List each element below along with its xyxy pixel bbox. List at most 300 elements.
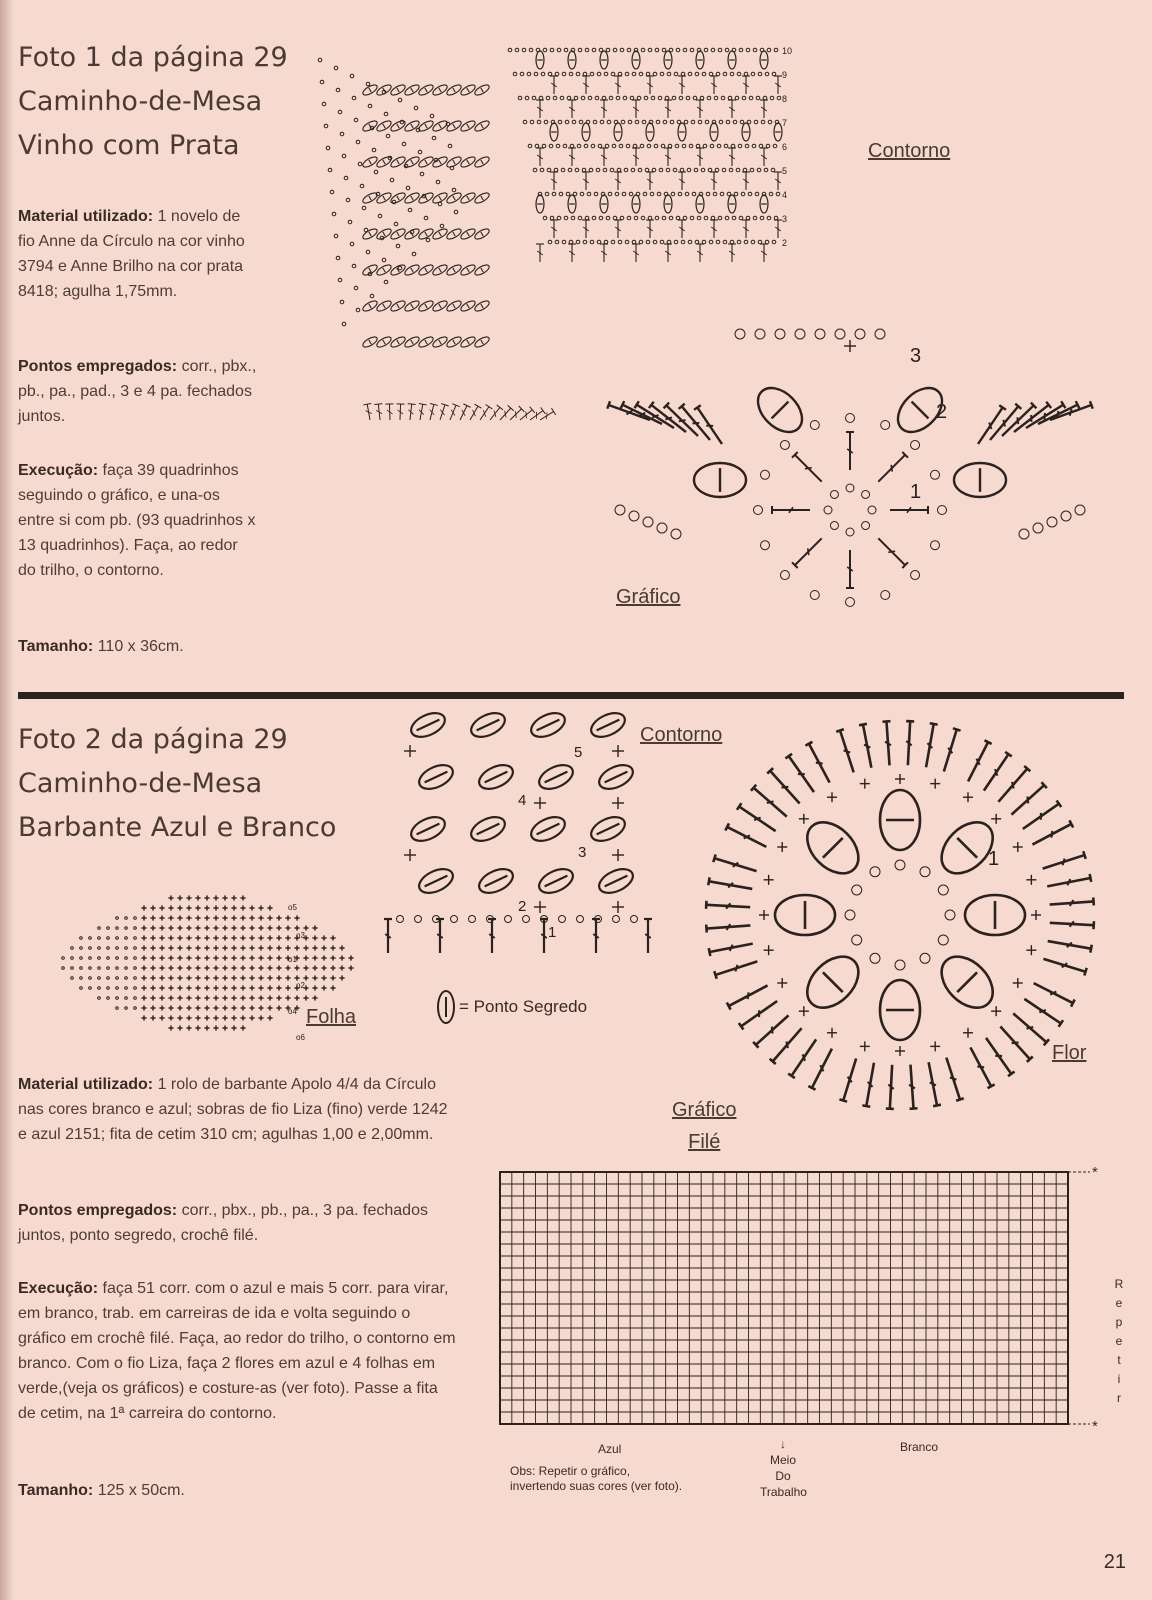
chain-stitch — [685, 192, 689, 196]
section1-material — [18, 204, 258, 304]
treble-stitch-top — [1069, 820, 1073, 827]
section1-material-text: 1 novelo de fio Anne da Círculo na cor vinho 3794 e Anne Brilho na cor prata 8418; agulha 1,75mm. — [18, 208, 245, 300]
chain-stitch — [835, 329, 845, 339]
chain-stitch — [640, 144, 644, 148]
chain-stitch — [653, 72, 657, 76]
chain-stitch — [655, 48, 659, 52]
contorno-row-number: 4 — [518, 792, 527, 809]
chain-stitch — [362, 206, 366, 210]
chain-stitch — [577, 144, 581, 148]
chain-stitch — [705, 120, 709, 124]
chain-stitch — [348, 220, 352, 224]
chain-stitch — [627, 216, 631, 220]
repetir-letter: i — [1117, 1372, 1121, 1386]
chain-stitch — [661, 144, 665, 148]
treble-stitch-bar — [805, 468, 812, 469]
chain-stitch — [644, 96, 648, 100]
chain-stitch — [550, 48, 554, 52]
cluster-stitch-bar — [411, 88, 413, 92]
chain-stitch — [720, 192, 724, 196]
chain-stitch — [98, 937, 101, 940]
chain-stitch — [71, 967, 74, 970]
chain-stitch — [107, 957, 110, 960]
cluster-stitch-bar — [369, 160, 371, 164]
repeat-asterisk-top: * — [1092, 1164, 1098, 1181]
chain-stitch — [704, 216, 708, 220]
chain-stitch — [746, 216, 750, 220]
cluster-stitch-bar — [545, 772, 568, 783]
chain-stitch — [604, 240, 608, 244]
chain-stitch — [515, 48, 519, 52]
chain-stitch — [643, 192, 647, 196]
cluster-stitch-bar — [467, 340, 469, 344]
chain-stitch — [518, 96, 522, 100]
chain-stitch — [655, 216, 659, 220]
chain-stitch — [651, 96, 655, 100]
chain-stitch — [938, 885, 948, 895]
chain-stitch — [397, 916, 404, 923]
chain-stitch — [408, 208, 412, 212]
chain-stitch — [588, 96, 592, 100]
cluster-stitch-bar — [439, 232, 441, 236]
chain-stitch — [1033, 523, 1043, 533]
chain-stitch — [641, 48, 645, 52]
folha-row-number: o4 — [288, 1007, 297, 1016]
chain-stitch — [683, 216, 687, 220]
chain-stitch — [374, 170, 378, 174]
chain-stitch — [830, 522, 838, 530]
cluster-stitch-bar — [411, 340, 413, 344]
chain-stitch — [534, 72, 538, 76]
cluster-stitch-bar — [485, 772, 508, 783]
chain-stitch — [432, 136, 436, 140]
cluster-stitch-bar — [453, 196, 455, 200]
chain-stitch — [660, 72, 664, 76]
section1-title-line3: Vinho com Prata — [18, 130, 240, 161]
chain-stitch — [116, 937, 119, 940]
chain-stitch — [743, 168, 747, 172]
chain-stitch — [125, 947, 128, 950]
treble-stitch-bar — [1057, 411, 1058, 418]
chain-stitch — [710, 144, 714, 148]
chain-stitch — [669, 216, 673, 220]
chain-stitch — [562, 240, 566, 244]
chain-stitch — [708, 168, 712, 172]
chain-stitch — [134, 1007, 137, 1010]
chain-stitch — [1047, 517, 1057, 527]
chain-stitch — [761, 120, 765, 124]
chain-stitch — [751, 240, 755, 244]
section2-title-line2: Caminho-de-Mesa — [18, 768, 263, 799]
treble-stitch-bar — [844, 750, 851, 752]
chain-stitch — [342, 322, 346, 326]
chain-stitch — [414, 106, 418, 110]
chain-stitch — [436, 180, 440, 184]
chain-stitch — [591, 144, 595, 148]
chain-stitch — [738, 144, 742, 148]
chain-stitch — [125, 917, 128, 920]
chain-stitch — [116, 1007, 119, 1010]
chain-stitch — [605, 144, 609, 148]
treble-stitch-bar — [930, 1082, 936, 1085]
chain-stitch — [753, 216, 757, 220]
chain-stitch — [602, 96, 606, 100]
chain-stitch — [89, 957, 92, 960]
chain-stitch — [98, 967, 101, 970]
chain-stitch — [522, 48, 526, 52]
section2-tamanho-text: 125 x 50cm. — [93, 1482, 185, 1499]
chain-stitch — [420, 172, 424, 176]
chain-stitch — [702, 240, 706, 244]
chain-stitch — [590, 240, 594, 244]
meio-arrow-icon: ↓ — [780, 1437, 786, 1451]
treble-stitch-bar — [1067, 879, 1070, 885]
cluster-stitch-bar — [537, 720, 560, 731]
chain-stitch — [548, 240, 552, 244]
chain-stitch — [116, 947, 119, 950]
chain-stitch — [438, 202, 442, 206]
chain-stitch — [71, 957, 74, 960]
chain-stitch — [550, 216, 554, 220]
chain-stitch — [757, 168, 761, 172]
cluster-stitch-bar — [772, 402, 789, 419]
cluster-stitch-bar — [481, 340, 483, 344]
chain-stitch — [579, 120, 583, 124]
chain-stitch — [634, 216, 638, 220]
chain-stitch — [1019, 529, 1029, 539]
cluster-stitch-bar — [453, 304, 455, 308]
treble-stitch-bar — [772, 1027, 773, 1034]
treble-stitch-bar — [730, 945, 733, 951]
chain-stitch — [354, 286, 358, 290]
chain-stitch — [646, 72, 650, 76]
chain-stitch — [508, 48, 512, 52]
treble-stitch-top — [808, 1086, 815, 1090]
chain-stitch — [761, 541, 770, 550]
section2-title — [18, 718, 336, 850]
cluster-stitch-bar — [467, 196, 469, 200]
chain-stitch — [767, 48, 771, 52]
cluster-stitch-bar — [477, 720, 500, 731]
chain-stitch — [615, 505, 625, 515]
chain-stitch — [559, 192, 563, 196]
chain-stitch — [1061, 511, 1071, 521]
treble-stitch-bar — [1051, 831, 1052, 838]
cluster-stitch-bar — [439, 160, 441, 164]
chain-stitch — [718, 48, 722, 52]
treble-stitch-top — [1084, 968, 1086, 976]
chain-stitch — [639, 72, 643, 76]
chain-stitch — [350, 242, 354, 246]
repetir-letter: t — [1117, 1353, 1121, 1367]
chain-stitch — [597, 72, 601, 76]
chain-stitch — [852, 935, 862, 945]
meio-do-trabalho-label — [760, 1436, 806, 1500]
cluster-stitch-bar — [481, 268, 483, 272]
chain-stitch — [765, 72, 769, 76]
treble-stitch-bar — [515, 411, 516, 418]
chain-stitch — [624, 168, 628, 172]
section1-pontos-label: Pontos empregados: — [18, 358, 178, 375]
cluster-stitch-bar — [957, 838, 977, 858]
chain-stitch — [665, 96, 669, 100]
cluster-stitch-bar — [481, 232, 483, 236]
repetir-letter: r — [1117, 1391, 1121, 1405]
treble-stitch-top — [988, 1084, 995, 1088]
repetir-letter: e — [1115, 1296, 1123, 1310]
chain-stitch — [125, 957, 128, 960]
chain-stitch — [322, 102, 326, 106]
chain-stitch — [723, 240, 727, 244]
cluster-stitch-bar — [411, 268, 413, 272]
chain-stitch — [672, 96, 676, 100]
chain-stitch — [571, 216, 575, 220]
cluster-stitch-bar — [383, 268, 385, 272]
chain-stitch — [558, 120, 562, 124]
ponto-segredo-legend-text: = Ponto Segredo — [459, 997, 588, 1016]
contorno-row-number: 2 — [782, 238, 788, 248]
chain-stitch — [668, 144, 672, 148]
chain-stitch — [107, 987, 110, 990]
chain-stitch — [537, 120, 541, 124]
chain-stitch — [774, 48, 778, 52]
treble-stitch-bar — [748, 992, 749, 999]
page-binding-edge — [0, 0, 14, 1600]
grafico-file-line2: Filé — [688, 1131, 721, 1153]
chain-stitch — [384, 112, 388, 116]
chain-stitch — [775, 329, 785, 339]
cluster-stitch-bar — [467, 124, 469, 128]
chain-stitch — [632, 72, 636, 76]
chain-stitch — [754, 120, 758, 124]
treble-stitch-bar — [816, 763, 823, 764]
chain-stitch — [846, 414, 855, 423]
chain-stitch — [415, 916, 422, 923]
chain-stitch — [648, 216, 652, 220]
chain-stitch — [542, 144, 546, 148]
chain-stitch — [134, 927, 137, 930]
chain-stitch — [336, 88, 340, 92]
chain-stitch — [815, 329, 825, 339]
chain-stitch — [440, 224, 444, 228]
treble-stitch-top — [497, 405, 503, 410]
treble-stitch-top — [859, 724, 867, 726]
chain-stitch — [360, 184, 364, 188]
chain-stitch — [855, 329, 865, 339]
treble-stitch-bar — [950, 1078, 957, 1080]
chain-stitch — [530, 120, 534, 124]
chain-stitch — [753, 48, 757, 52]
treble-stitch-top — [1076, 401, 1080, 408]
chain-stitch — [732, 216, 736, 220]
chain-stitch — [603, 168, 607, 172]
folha-row-number: o6 — [296, 1033, 305, 1042]
treble-stitch-bar — [1070, 409, 1072, 416]
treble-stitch-bar — [526, 411, 527, 418]
treble-stitch-top — [708, 877, 709, 885]
chain-stitch — [621, 120, 625, 124]
flor-round-number: 1 — [988, 848, 1000, 870]
cluster-stitch-bar — [481, 196, 483, 200]
cluster-stitch-bar — [369, 232, 371, 236]
chain-stitch — [583, 240, 587, 244]
chain-stitch — [657, 192, 661, 196]
chain-stitch — [688, 240, 692, 244]
section1-pontos — [18, 354, 258, 429]
section1-grafico-label: Gráfico — [616, 586, 681, 608]
treble-stitch-top — [930, 723, 938, 724]
section2-title-line3: Barbante Azul e Branco — [18, 812, 337, 843]
chain-stitch — [763, 96, 767, 100]
chain-stitch — [938, 506, 947, 515]
chain-stitch — [714, 96, 718, 100]
chain-stitch — [80, 957, 83, 960]
chain-stitch — [116, 987, 119, 990]
section2-title-line1: Foto 2 da página 29 — [18, 724, 288, 755]
chain-stitch — [71, 977, 74, 980]
chain-stitch — [352, 264, 356, 268]
cluster-stitch-bar — [425, 268, 427, 272]
cluster-stitch-bar — [411, 196, 413, 200]
cluster-stitch-bar — [411, 304, 413, 308]
cluster-stitch-bar — [397, 340, 399, 344]
chain-stitch — [930, 470, 939, 479]
chain-stitch — [134, 987, 137, 990]
chain-stitch — [366, 250, 370, 254]
chain-stitch — [116, 917, 119, 920]
section2-tamanho-label: Tamanho: — [18, 1482, 94, 1499]
cluster-stitch-bar — [369, 340, 371, 344]
chain-stitch — [368, 104, 372, 108]
chain-stitch — [352, 96, 356, 100]
chain-stitch — [648, 48, 652, 52]
section2-execucao-label: Execução: — [18, 1280, 99, 1297]
chain-stitch — [862, 490, 870, 498]
treble-stitch-top — [374, 404, 382, 405]
treble-stitch-top — [463, 404, 470, 408]
chain-stitch — [320, 80, 324, 84]
chain-stitch — [686, 96, 690, 100]
treble-stitch-top — [862, 1105, 870, 1106]
chain-stitch — [715, 168, 719, 172]
chain-stitch — [513, 72, 517, 76]
chain-stitch — [734, 192, 738, 196]
cluster-stitch-bar — [605, 772, 628, 783]
chain-stitch — [616, 96, 620, 100]
section2-pontos — [18, 1198, 458, 1248]
cluster-stitch-bar — [439, 268, 441, 272]
chain-stitch — [709, 72, 713, 76]
cluster-stitch-bar — [477, 824, 500, 835]
chain-stitch — [116, 997, 119, 1000]
chain-stitch — [737, 240, 741, 244]
section1-title — [18, 36, 288, 168]
section2-folha-label: Folha — [306, 1006, 357, 1028]
chain-stitch — [631, 168, 635, 172]
chain-stitch — [554, 168, 558, 172]
chain-stitch — [713, 192, 717, 196]
chain-stitch — [418, 150, 422, 154]
cluster-stitch-bar — [912, 402, 929, 419]
chain-stitch — [700, 96, 704, 100]
chain-stitch — [751, 72, 755, 76]
cluster-stitch-bar — [453, 340, 455, 344]
cluster-stitch-bar — [417, 824, 440, 835]
chain-stitch — [548, 72, 552, 76]
chain-stitch — [354, 118, 358, 122]
obs-line2: invertendo suas cores (ver foto). — [510, 1479, 683, 1493]
chain-stitch — [578, 48, 582, 52]
chain-stitch — [98, 957, 101, 960]
chain-stitch — [716, 240, 720, 244]
section2-contorno-diagram — [378, 705, 658, 970]
cluster-stitch-bar — [605, 876, 628, 887]
chain-stitch — [755, 329, 765, 339]
chain-stitch — [670, 120, 674, 124]
chain-stitch — [618, 72, 622, 76]
cluster-stitch-bar — [467, 268, 469, 272]
folha-row-number: o5 — [288, 903, 297, 912]
chain-stitch — [607, 120, 611, 124]
chain-stitch — [740, 120, 744, 124]
chain-stitch — [406, 186, 410, 190]
chain-stitch — [529, 48, 533, 52]
chain-stitch — [356, 140, 360, 144]
section1-title-line1: Foto 1 da página 29 — [18, 42, 288, 73]
chain-stitch — [580, 192, 584, 196]
chain-stitch — [564, 48, 568, 52]
chain-stitch — [722, 168, 726, 172]
chain-stitch — [612, 144, 616, 148]
chain-stitch — [945, 910, 955, 920]
cluster-stitch-bar — [467, 160, 469, 164]
chain-stitch — [107, 927, 110, 930]
chain-stitch — [394, 222, 398, 226]
chain-stitch — [737, 72, 741, 76]
chain-stitch — [777, 96, 781, 100]
cluster-stitch-bar — [369, 268, 371, 272]
chain-stitch — [673, 168, 677, 172]
section2-contorno-label: Contorno — [640, 724, 723, 746]
chain-stitch — [98, 947, 101, 950]
chain-stitch — [754, 506, 763, 515]
chain-stitch — [448, 144, 452, 148]
chain-stitch — [544, 120, 548, 124]
cluster-stitch-bar — [397, 196, 399, 200]
chain-stitch — [553, 96, 557, 100]
treble-stitch-top — [419, 404, 427, 405]
treble-stitch-bar — [679, 420, 686, 421]
chain-stitch — [98, 977, 101, 980]
chain-stitch — [657, 523, 667, 533]
chain-stitch — [724, 144, 728, 148]
azul-label: Azul — [598, 1442, 622, 1456]
chain-stitch — [390, 178, 394, 182]
cluster-stitch-bar — [397, 88, 399, 92]
chain-stitch — [810, 421, 819, 430]
cluster-stitch-bar — [411, 124, 413, 128]
chain-stitch — [125, 977, 128, 980]
chain-stitch — [342, 154, 346, 158]
ponto-segredo-legend — [437, 990, 587, 1024]
chain-stitch — [659, 168, 663, 172]
chain-stitch — [356, 308, 360, 312]
chain-stitch — [723, 72, 727, 76]
repetir-vertical-label — [1112, 1275, 1126, 1408]
chain-stitch — [653, 240, 657, 244]
chain-stitch — [402, 142, 406, 146]
treble-stitch-bar — [781, 787, 788, 788]
